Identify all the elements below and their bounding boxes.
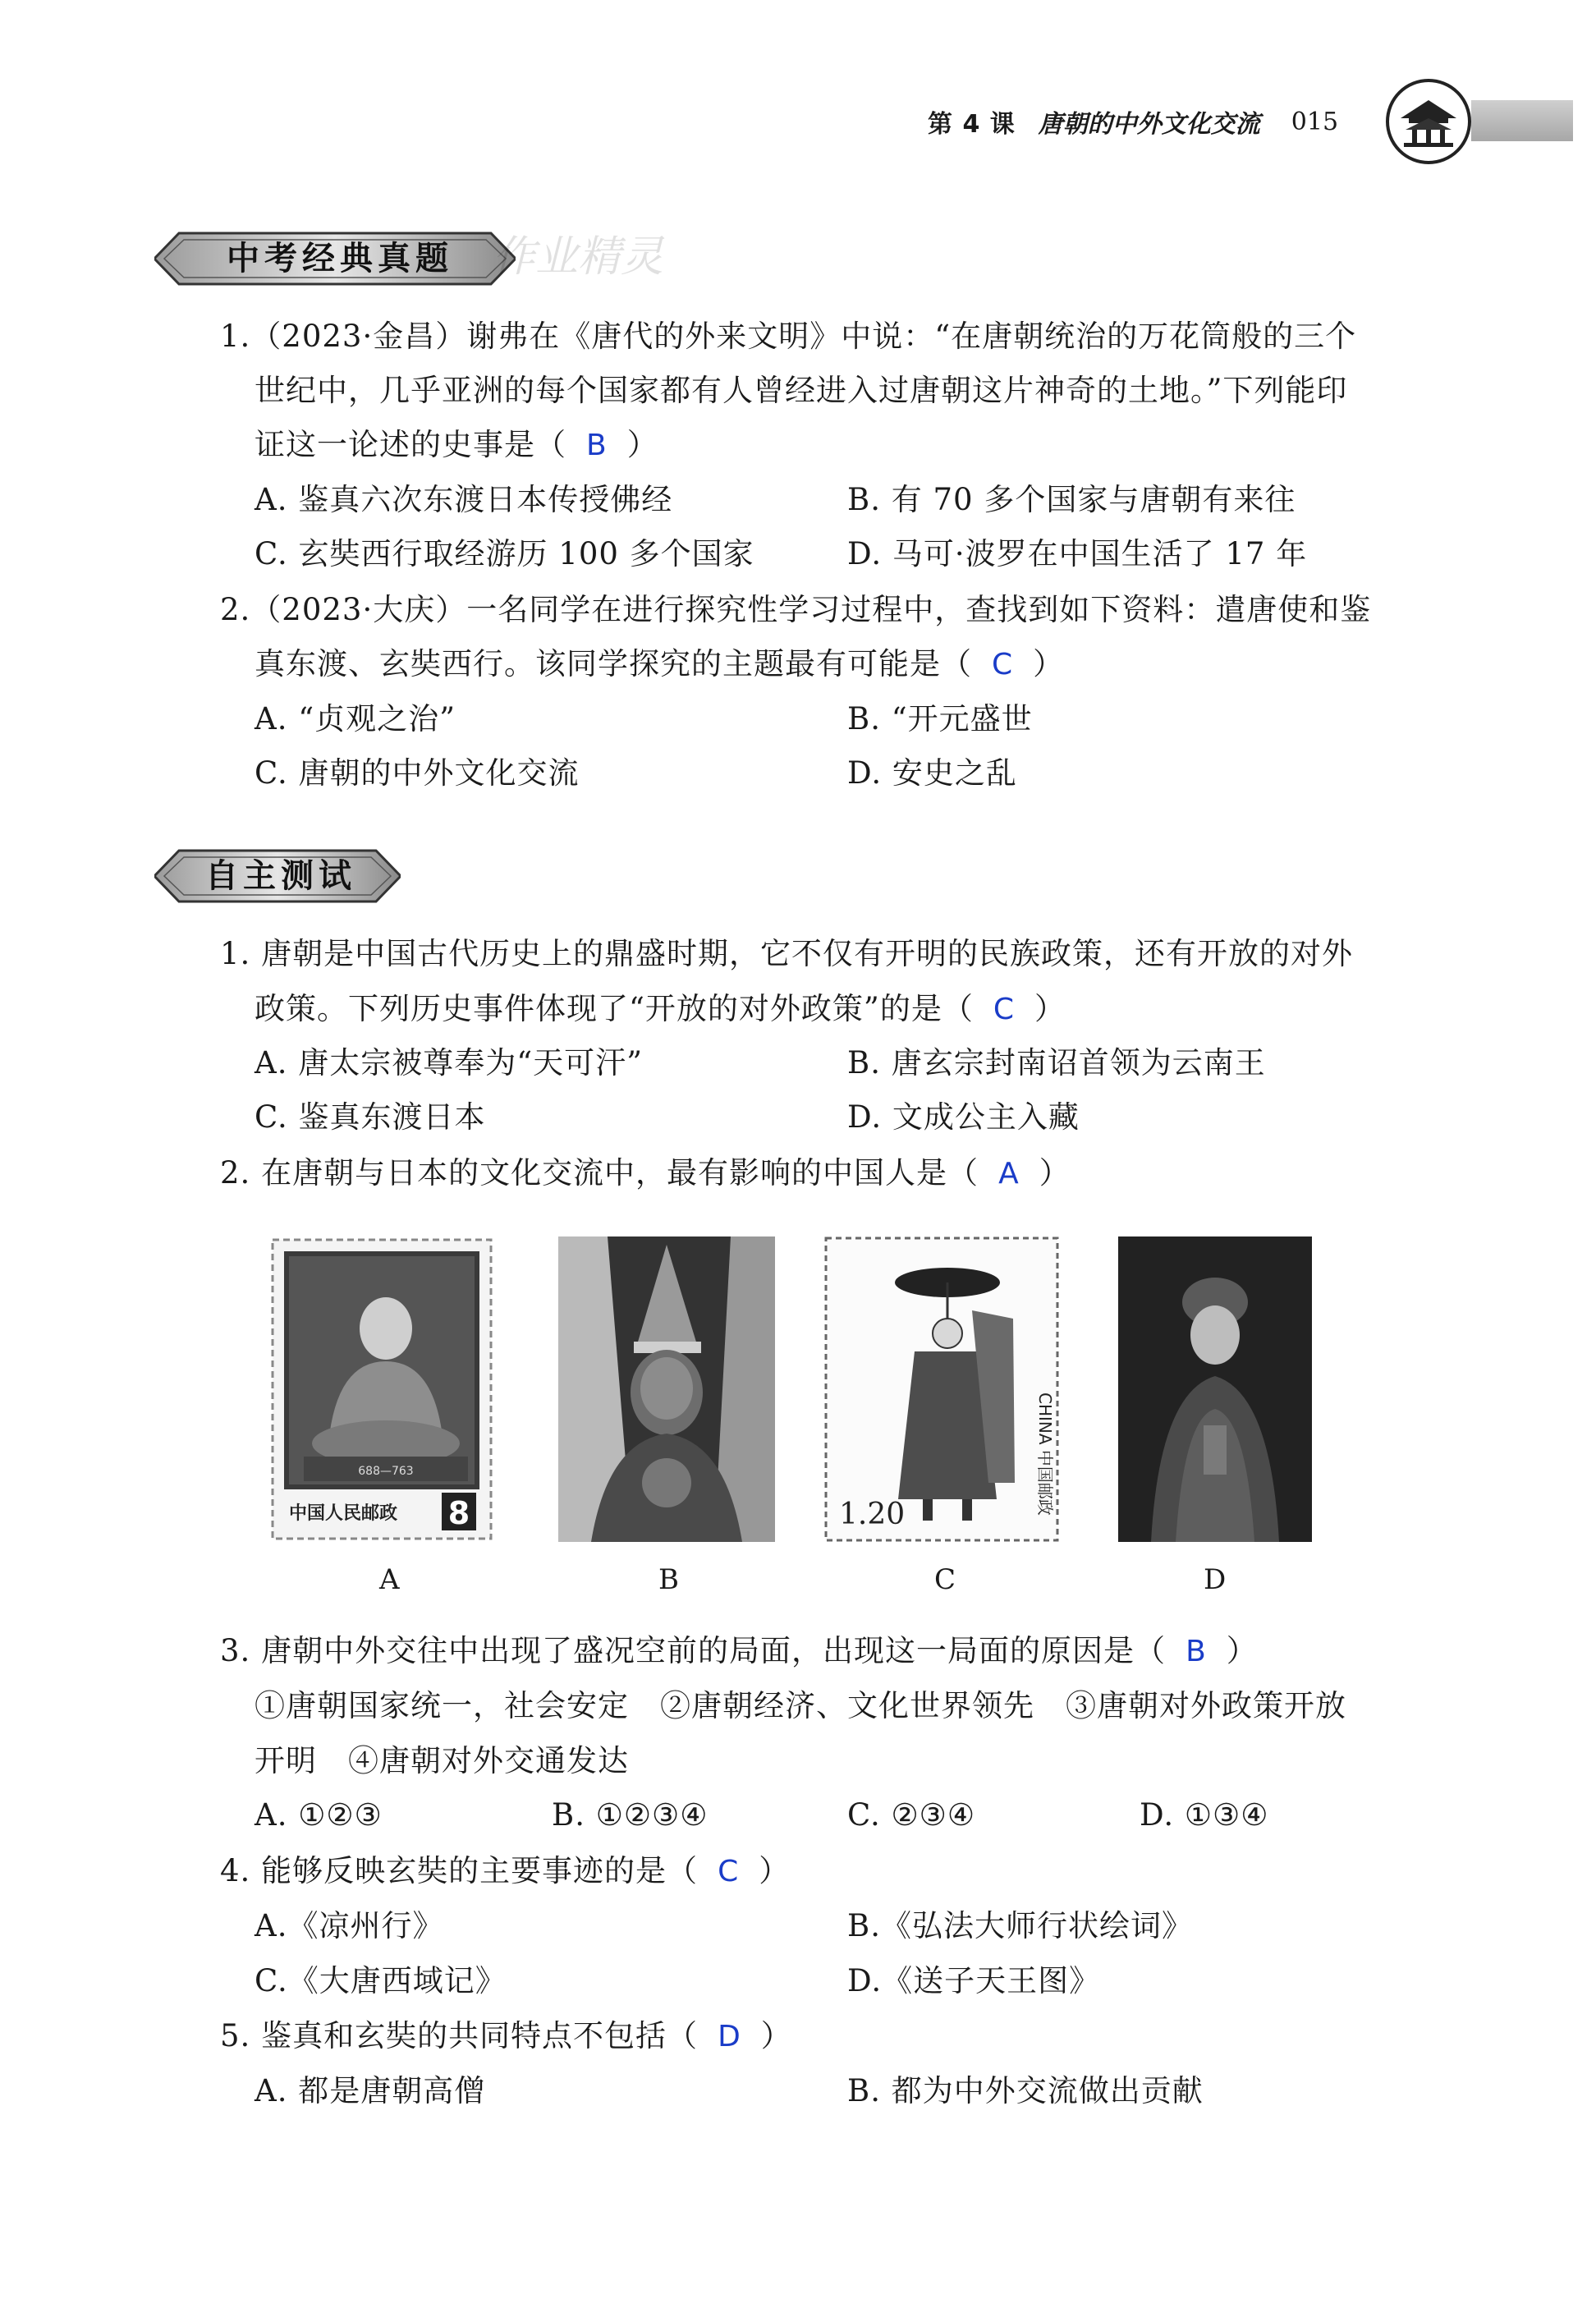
palace-emblem-icon: [1386, 79, 1471, 164]
header-decoration-bar: [1471, 100, 1573, 141]
section-banner-exam: [154, 230, 516, 287]
figure-c-stamp: [824, 1236, 1059, 1542]
figure-label-d: D: [1204, 1563, 1227, 1596]
lesson-number: 第 4 课: [928, 110, 1016, 139]
question-line: ①唐朝国家统一，社会安定 ②唐朝经济、文化世界领先 ③唐朝对外政策开放: [255, 1688, 1346, 1723]
walking-monk-stamp-icon: [824, 1236, 1059, 1542]
figure-a-stamp: [271, 1238, 493, 1540]
question-line: 1. 唐朝是中国古代历史上的鼎盛时期，它不仅有开明的民族政策，还有开放的对外: [220, 936, 1354, 971]
section-banner-selftest: [154, 847, 401, 905]
figure-b-photo: [558, 1236, 775, 1542]
question-line: 2.（2023·大庆）一名同学在进行探究性学习过程中，查找到如下资料：遣唐使和鉴: [220, 592, 1372, 627]
option-d: D. 文成公主入藏: [847, 1099, 1080, 1135]
stamp-value: 1.20: [839, 1498, 906, 1531]
answer-mark: B: [586, 429, 608, 462]
figure-d-photo: [1118, 1236, 1312, 1542]
option-a: A. 鉴真六次东渡日本传授佛经: [255, 482, 673, 517]
option-b: B. “开元盛世: [847, 701, 1033, 736]
page-number: 015: [1291, 107, 1339, 136]
option-b: B. 都为中外交流做出贡献: [847, 2073, 1204, 2108]
option-b: B. ①②③④: [552, 1797, 709, 1833]
option-a: A. “贞观之治”: [255, 701, 456, 736]
option-a: A. ①②③: [255, 1797, 383, 1833]
option-a: A.《凉州行》: [255, 1908, 444, 1943]
figure-label-c: C: [934, 1563, 956, 1596]
answer-mark: C: [993, 993, 1015, 1026]
stamp-text: 中国人民邮政: [289, 1503, 398, 1524]
question-stem-end: 2. 在唐朝与日本的文化交流中，最有影响的中国人是（ A ）: [220, 1155, 1071, 1191]
statue-with-hat-icon: [558, 1236, 775, 1542]
question-stem-end: 4. 能够反映玄奘的主要事迹的是（ C ）: [220, 1853, 791, 1888]
option-c: C. 唐朝的中外文化交流: [255, 755, 580, 791]
question-line: 开明 ④唐朝对外交通发达: [255, 1743, 629, 1778]
section-title-exam: 中考经典真题: [227, 239, 453, 278]
option-c: C. 鉴真东渡日本: [255, 1099, 486, 1135]
option-d: D.《送子天王图》: [847, 1963, 1101, 1998]
question-line: 世纪中，几乎亚洲的每个国家都有人曾经进入过唐朝这片神奇的土地。”下列能印: [255, 373, 1348, 408]
option-b: B. 唐玄宗封南诏首领为云南王: [847, 1045, 1266, 1081]
page-header: [928, 97, 1338, 146]
watermark: 作业精灵: [493, 232, 664, 282]
section-title-selftest: 自主测试: [205, 856, 356, 895]
lesson-title: 唐朝的中外文化交流: [1038, 110, 1260, 139]
option-c: C. 玄奘西行取经游历 100 多个国家: [255, 536, 754, 571]
stamp-years: 688—763: [358, 1465, 414, 1478]
princess-statue-icon: [1118, 1236, 1312, 1542]
figure-label-b: B: [658, 1563, 679, 1596]
answer-mark: C: [718, 1855, 740, 1888]
stamp-value: 8: [447, 1495, 470, 1531]
question-stem-end: 5. 鉴真和玄奘的共同特点不包括（ D ）: [220, 2018, 792, 2053]
option-c: C.《大唐西域记》: [255, 1963, 507, 1998]
answer-mark: D: [718, 2020, 741, 2053]
question-stem-end: 真东渡、玄奘西行。该同学探究的主题最有可能是（ C ）: [255, 646, 1065, 681]
answer-mark: C: [992, 648, 1014, 681]
option-d: D. ①③④: [1140, 1797, 1269, 1833]
option-a: A. 唐太宗被尊奉为“天可汗”: [255, 1045, 644, 1081]
answer-mark: A: [998, 1157, 1020, 1191]
option-b: B.《弘法大师行状绘词》: [847, 1908, 1193, 1943]
question-stem-end: 政策。下列历史事件体现了“开放的对外政策”的是（ C ）: [255, 991, 1066, 1026]
stamp-country: CHINA 中国邮政: [1035, 1392, 1055, 1516]
option-d: D. 马可·波罗在中国生活了 17 年: [847, 536, 1308, 571]
question-stem-end: 证这一论述的史事是（ B ）: [255, 427, 658, 462]
option-a: A. 都是唐朝高僧: [255, 2073, 486, 2108]
figure-label-a: A: [379, 1563, 400, 1596]
seated-monk-stamp-icon: [271, 1238, 493, 1540]
question-stem-end: 3. 唐朝中外交往中出现了盛况空前的局面，出现这一局面的原因是（ B ）: [220, 1633, 1258, 1668]
option-b: B. 有 70 多个国家与唐朝有来往: [847, 482, 1296, 517]
question-line: 1.（2023·金昌）谢弗在《唐代的外来文明》中说：“在唐朝统治的万花筒般的三个: [220, 319, 1357, 354]
option-d: D. 安史之乱: [847, 755, 1017, 791]
option-c: C. ②③④: [847, 1797, 976, 1833]
answer-mark: B: [1186, 1635, 1207, 1668]
